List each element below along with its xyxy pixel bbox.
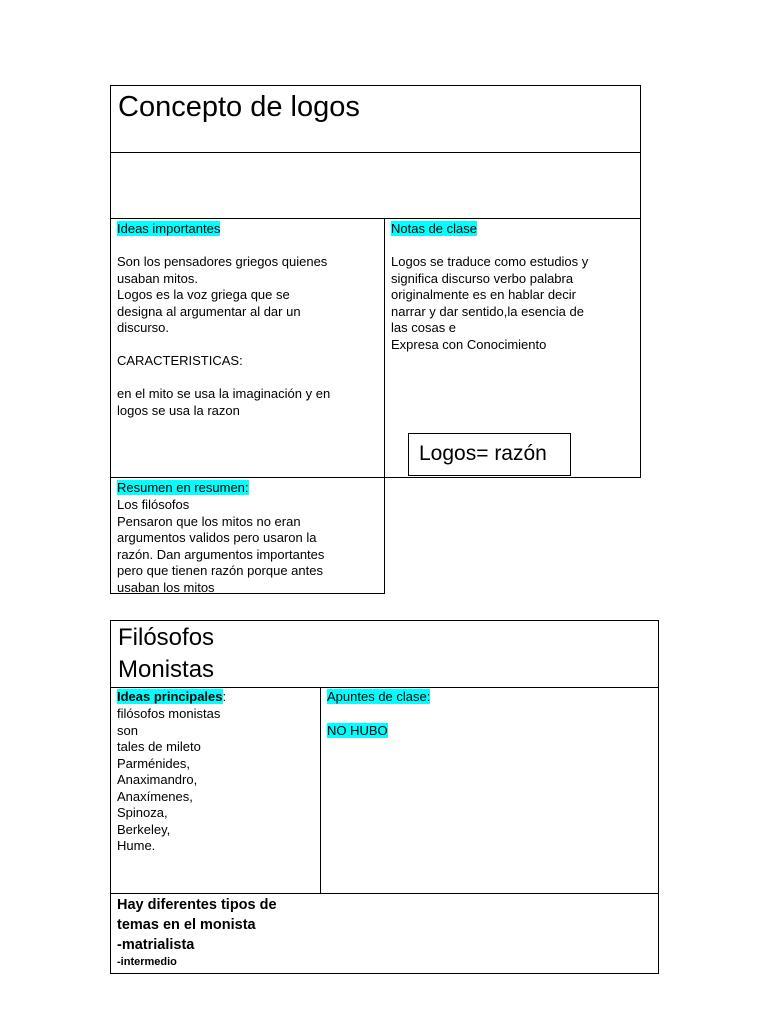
summary-line-4: -intermedio bbox=[117, 956, 177, 968]
principal-ideas-colon: : bbox=[222, 689, 227, 704]
callout-text: Logos= razón bbox=[419, 442, 547, 465]
blank-row bbox=[110, 152, 641, 219]
section-title: Filósofos Monistas bbox=[118, 624, 215, 683]
ideas-heading: Ideas importantes bbox=[117, 221, 221, 236]
class-notes-text: NO HUBO bbox=[327, 723, 388, 738]
callout-box bbox=[408, 433, 571, 476]
summary-heading: Resumen en resumen: bbox=[117, 480, 249, 495]
principal-ideas-cell bbox=[110, 687, 321, 894]
notes-heading: Notas de clase bbox=[391, 221, 477, 236]
notes-text: Logos se traduce como estudios y significa discurso verbo palabra originalmente es en hablar decir narrar y dar sentido,la esencia de las cosas e Expresa con Conocimiento bbox=[391, 254, 589, 352]
principal-ideas-heading: Ideas principales bbox=[117, 689, 223, 704]
class-notes-cell bbox=[320, 687, 659, 894]
summary-text: Los filósofos Pensaron que los mitos no eran argumentos validos pero usaron la razón. Dan argumentos importantes pero que tienen razón porque antes usaban los mitos bbox=[117, 497, 325, 595]
summary-line-3: -matrialista bbox=[117, 937, 195, 953]
class-notes-heading: Apuntes de clase: bbox=[327, 689, 431, 704]
page-title: Concepto de logos bbox=[118, 91, 360, 123]
ideas-cell bbox=[110, 218, 385, 478]
summary-line-2: temas en el monista bbox=[117, 917, 256, 933]
summary-cell bbox=[110, 477, 385, 594]
summary-line-1: Hay diferentes tipos de bbox=[117, 897, 277, 913]
types-summary-cell bbox=[110, 893, 659, 974]
principal-ideas-text: filósofos monistas son tales de mileto Parménides, Anaximandro, Anaxímenes, Spinoza, Berkeley, Hume. bbox=[117, 706, 221, 853]
ideas-text: Son los pensadores griegos quienes usaban mitos. Logos es la voz griega que se designa al argumentar al dar un discurso. CARACTERISTICAS: en el mito se usa la imaginación y en logos se usa la razon bbox=[117, 254, 331, 418]
